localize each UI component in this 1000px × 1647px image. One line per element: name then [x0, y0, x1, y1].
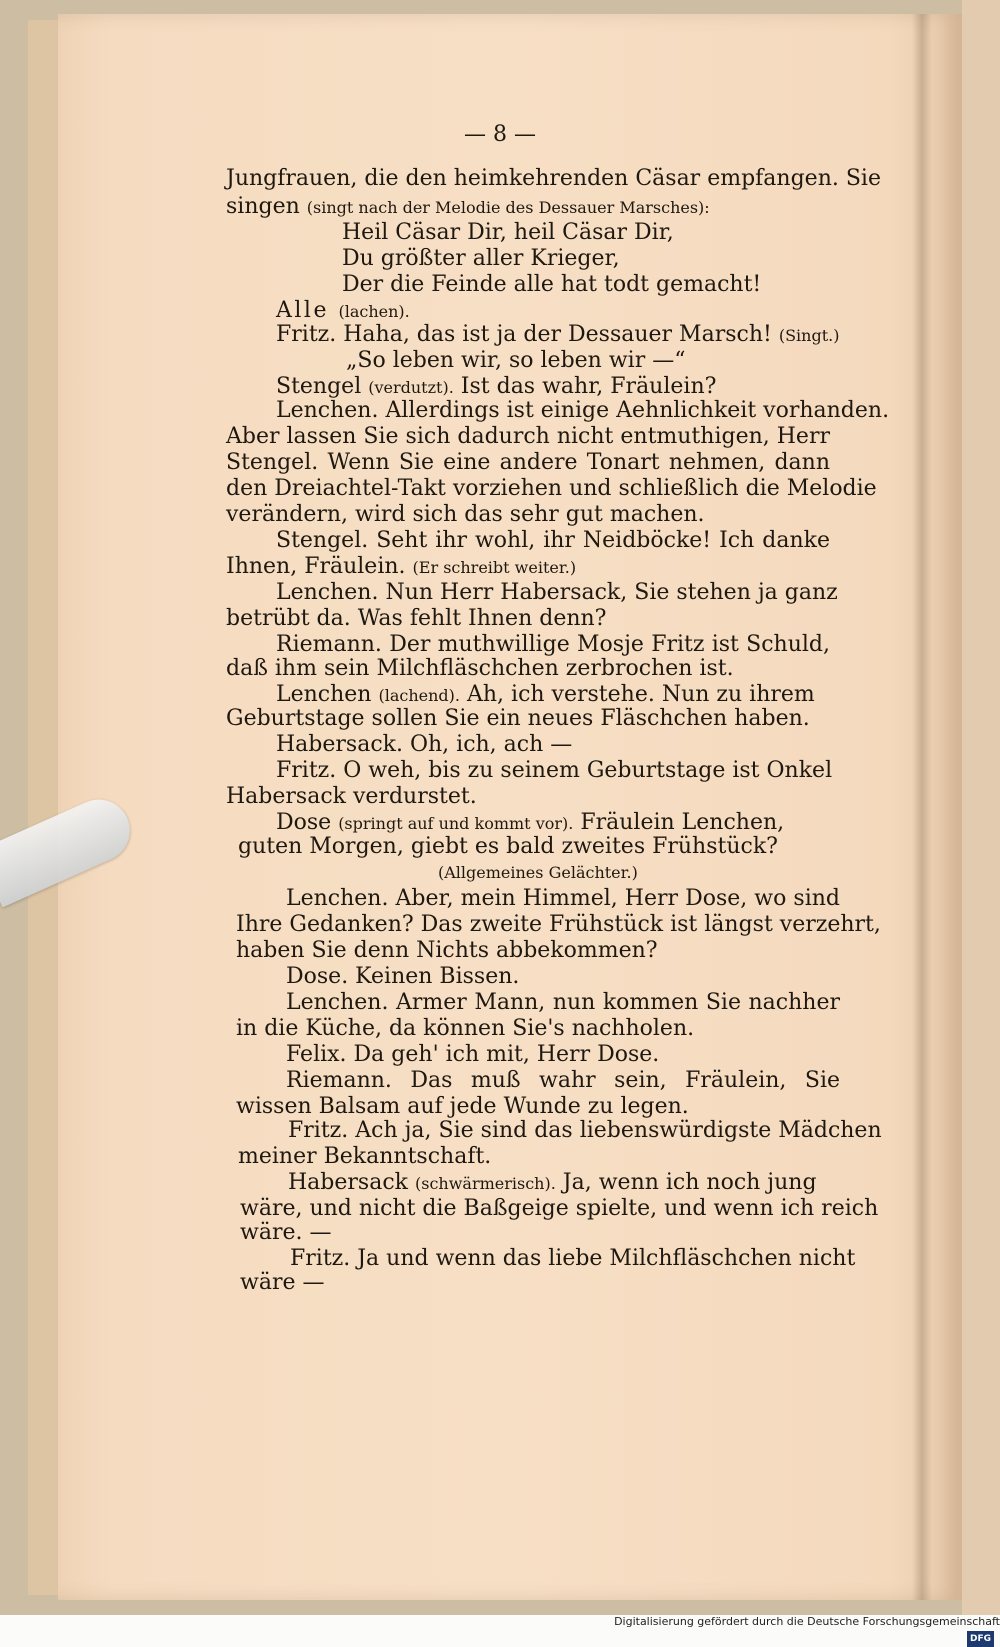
speaker-line: Felix. Da geh' ich mit, Herr Dose.	[286, 1042, 660, 1067]
speaker-line: Lenchen. Aber, mein Himmel, Herr Dose, wo sind	[286, 886, 840, 911]
text-line: verändern, wird sich das sehr gut machen.	[226, 502, 705, 527]
text-line: daß ihm sein Milchfläschchen zerbrochen ist.	[226, 656, 734, 681]
text-line: Jungfrauen, die den heimkehrenden Cäsar empfangen. Sie	[226, 166, 881, 191]
speaker-line: Stengel (verdutzt). Ist das wahr, Fräulein?	[276, 374, 717, 399]
stage-direction: (Allgemeines Gelächter.)	[438, 863, 638, 882]
text-line: betrübt da. Was fehlt Ihnen denn?	[226, 606, 607, 631]
speaker-line: Stengel. Seht ihr wohl, ihr Neidböcke! Ich danke	[276, 528, 830, 553]
stage-direction: (Singt.)	[778, 326, 840, 345]
text-line: wissen Balsam auf jede Wunde zu legen.	[236, 1094, 689, 1119]
stage-direction: (springt auf und kommt vor).	[338, 814, 574, 833]
speaker-line: Lenchen. Armer Mann, nun kommen Sie nachher	[286, 990, 840, 1015]
text-line: wäre, und nicht die Baßgeige spielte, und wenn ich reich	[240, 1196, 879, 1221]
text-line: den Dreiachtel-Takt vorziehen und schließlich die Melodie	[226, 476, 877, 501]
speaker-line: Lenchen. Nun Herr Habersack, Sie stehen ja ganz	[276, 580, 838, 605]
verse-line: Der die Feinde alle hat todt gemacht!	[342, 272, 762, 297]
dfg-logo-icon: DFG	[967, 1631, 994, 1647]
speaker-line: Dose (springt auf und kommt vor). Fräulein Lenchen,	[276, 810, 785, 835]
page-number: — 8 —	[464, 122, 536, 147]
text-line: haben Sie denn Nichts abbekommen?	[236, 938, 658, 963]
verse-line: „So leben wir, so leben wir —“	[346, 348, 686, 373]
text-line: in die Küche, da können Sie's nachholen.	[236, 1016, 695, 1041]
stage-direction: (schwärmerisch).	[414, 1174, 556, 1193]
speaker-line: Fritz. O weh, bis zu seinem Geburtstage ist Onkel	[276, 758, 833, 783]
stage-direction: (lachen).	[338, 302, 410, 321]
speaker-line: Lenchen (lachend). Ah, ich verstehe. Nun zu ihrem	[276, 682, 815, 707]
speaker-line: Fritz. Ach ja, Sie sind das liebenswürdigste Mädchen	[288, 1118, 882, 1143]
stage-direction: (singt nach der Melodie des Dessauer Marsches):	[306, 198, 710, 217]
speaker-line: Habersack. Oh, ich, ach —	[276, 732, 573, 757]
text-line: singen (singt nach der Melodie des Dessauer Marsches):	[226, 194, 710, 219]
text-line: Habersack verdurstet.	[226, 784, 477, 809]
speaker-line: Fritz. Ja und wenn das liebe Milchfläschchen nicht	[290, 1246, 856, 1271]
footer-text: Digitalisierung gefördert durch die Deutsche Forschungsgemeinschaft	[614, 1615, 1000, 1628]
speaker-line: Riemann. Das muß wahr sein, Fräulein, Sie	[286, 1068, 840, 1093]
text-line: Geburtstage sollen Sie ein neues Fläschchen haben.	[226, 706, 810, 731]
speaker-line: Dose. Keinen Bissen.	[286, 964, 520, 989]
stage-direction: (lachend).	[378, 686, 460, 705]
speaker-line: Alle (lachen).	[276, 298, 410, 323]
digitization-footer	[600, 1614, 1000, 1644]
text-line: Ihre Gedanken? Das zweite Frühstück ist längst verzehrt,	[236, 912, 881, 937]
verse-line: Heil Cäsar Dir, heil Cäsar Dir,	[342, 220, 674, 245]
stage-direction: (verdutzt).	[368, 378, 454, 397]
text-line: wäre —	[240, 1270, 325, 1295]
stage-direction: (Er schreibt weiter.)	[412, 558, 577, 577]
text-line: Ihnen, Fräulein. (Er schreibt weiter.)	[226, 554, 577, 579]
verse-line: Du größter aller Krieger,	[342, 246, 620, 271]
speaker-line: Habersack (schwärmerisch). Ja, wenn ich noch jung	[288, 1170, 817, 1195]
speaker-line: Riemann. Der muthwillige Mosje Fritz ist Schuld,	[276, 632, 830, 657]
text-line: Stengel. Wenn Sie eine andere Tonart nehmen, dann	[226, 450, 830, 475]
text-line: wäre. —	[240, 1220, 332, 1245]
text-line: meiner Bekanntschaft.	[238, 1144, 492, 1169]
speaker-line: Fritz. Haha, das ist ja der Dessauer Marsch! (Singt.)	[276, 322, 840, 347]
text-line: guten Morgen, giebt es bald zweites Frühstück?	[238, 834, 778, 859]
speaker-line: Lenchen. Allerdings ist einige Aehnlichkeit vorhanden.	[276, 398, 890, 423]
text-line: Aber lassen Sie sich dadurch nicht entmuthigen, Herr	[226, 424, 830, 449]
